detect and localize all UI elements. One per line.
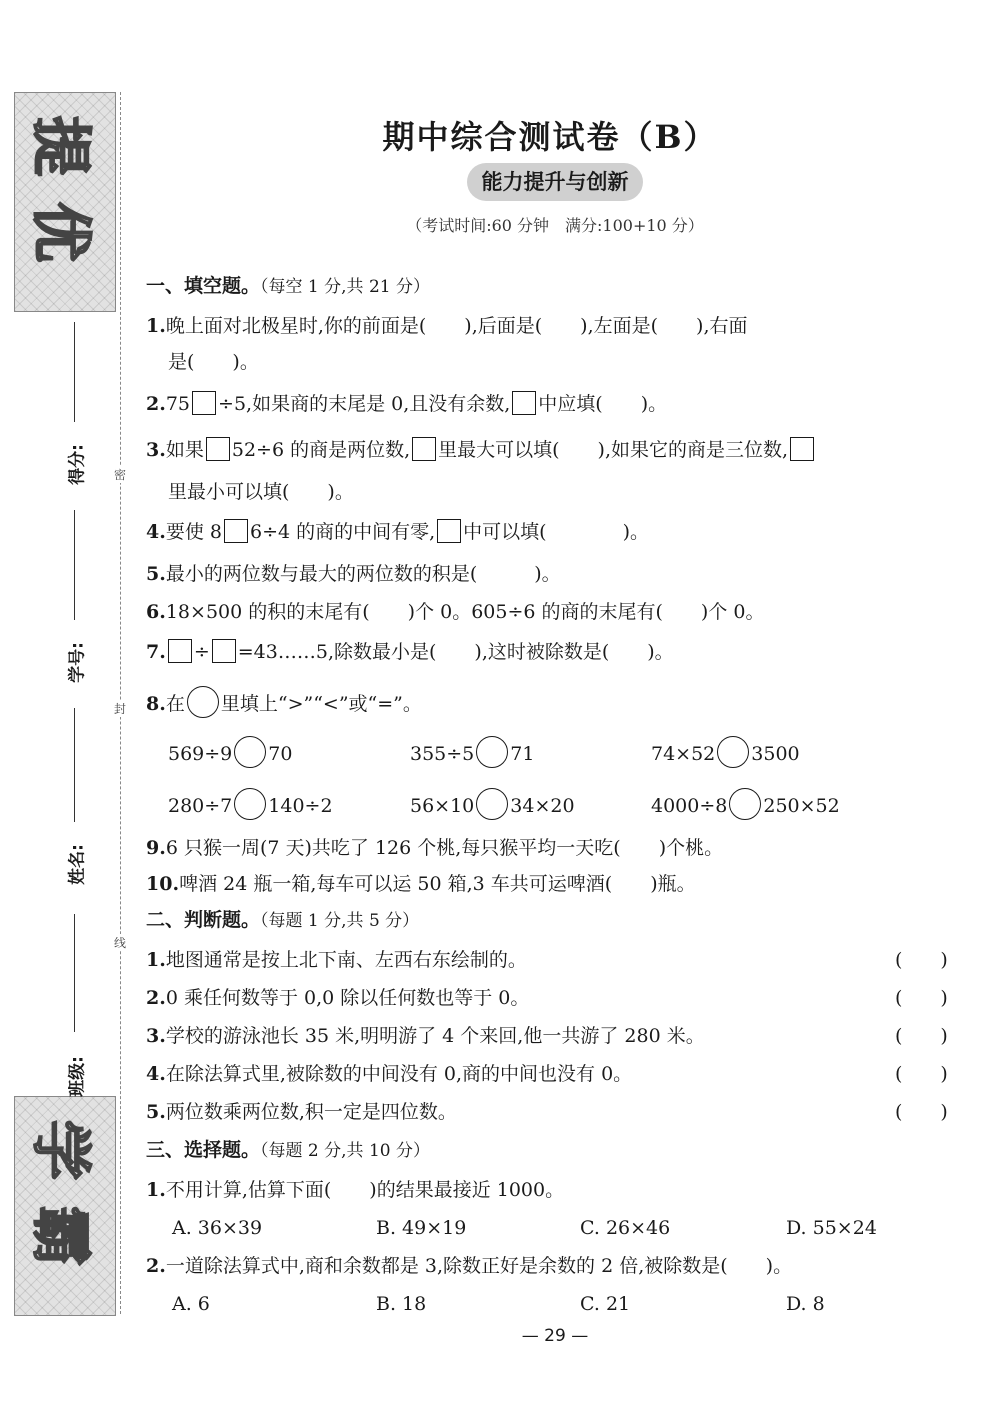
- compare-item-4: 280÷7 140÷2: [168, 788, 333, 820]
- q1-text-b: 是( )。: [168, 351, 259, 373]
- page-number: — 29 —: [521, 1326, 589, 1346]
- choice-q2-option-a[interactable]: A. 6: [172, 1293, 210, 1315]
- choice-q1-option-a[interactable]: A. 36×39: [172, 1217, 263, 1239]
- subtitle-text: 能力提升与创新: [467, 163, 643, 201]
- choice-q1: 1.不用计算,估算下面( )的结果最接近 1000。: [146, 1179, 565, 1201]
- judge-item-4: 4.在除法算式里,被除数的中间没有 0,商的中间也没有 0。: [146, 1063, 633, 1085]
- subtitle-badge: [467, 163, 643, 203]
- compare-item-2: 355÷5 71: [410, 736, 534, 768]
- q6: 6.18×500 的积的末尾有( )个 0。605÷6 的商的末尾有( )个 0。: [146, 601, 765, 623]
- judge-item-1: 1.地图通常是按上北下南、左西右东绘制的。: [146, 949, 527, 971]
- compare-circle[interactable]: [729, 788, 761, 820]
- compare-circle[interactable]: [234, 788, 266, 820]
- blank-box[interactable]: [790, 437, 814, 461]
- blank-box[interactable]: [168, 639, 192, 663]
- choice-q1-option-d[interactable]: D. 55×24: [786, 1217, 877, 1239]
- answer-paren[interactable]: ( ): [895, 1063, 948, 1085]
- q4: 4.要使 8 6÷4 的商的中间有零, 中可以填( )。: [146, 521, 649, 543]
- seal-mi: 密: [113, 468, 126, 482]
- q5: 5.最小的两位数与最大的两位数的积是( )。: [146, 563, 561, 585]
- compare-circle[interactable]: [476, 736, 508, 768]
- student-id-field[interactable]: [40, 626, 110, 696]
- name-field[interactable]: [40, 828, 110, 898]
- choice-q2: 2.一道除法算式中,商和余数都是 3,除数正好是余数的 2 倍,被除数是( )。: [146, 1255, 793, 1277]
- bottom-badge-text: 学霸: [25, 1120, 95, 1292]
- q7: 7. ÷ =43……5,除数最小是( ),这时被除数是( )。: [146, 641, 674, 663]
- answer-paren[interactable]: ( ): [895, 1101, 948, 1123]
- section3-heading: 三、选择题。（每题 2 分,共 10 分）: [146, 1139, 430, 1161]
- choice-q2-option-c[interactable]: C. 21: [580, 1293, 631, 1315]
- compare-item-3: 74×52 3500: [651, 736, 800, 768]
- compare-item-1: 569÷9 70: [168, 736, 292, 768]
- answer-paren[interactable]: ( ): [895, 987, 948, 1009]
- exam-info: （考试时间:60 分钟 满分:100+10 分）: [406, 216, 704, 235]
- page-title: 期中综合测试卷（B）: [382, 118, 718, 156]
- compare-circle[interactable]: [187, 686, 219, 718]
- seal-xian: 线: [113, 936, 126, 950]
- judge-item-3: 3.学校的游泳池长 35 米,明明游了 4 个来回,他一共游了 280 米。: [146, 1025, 705, 1047]
- q1-line2: [168, 348, 259, 376]
- judge-item-2: 2.0 乘任何数等于 0,0 除以任何数也等于 0。: [146, 987, 530, 1009]
- score-label: 得分:: [67, 444, 88, 485]
- q3-line1: 3.如果 52÷6 的商是两位数, 里最大可以填( ),如果它的商是三位数,: [146, 436, 816, 464]
- blank-box[interactable]: [206, 437, 230, 461]
- q2: 2.75 ÷5,如果商的末尾是 0,且没有余数, 中应填( )。: [146, 393, 668, 415]
- q10: 10.啤酒 24 瓶一箱,每车可以运 50 箱,3 车共可运啤酒( )瓶。: [146, 873, 696, 895]
- judge-item-5: 5.两位数乘两位数,积一定是四位数。: [146, 1101, 457, 1123]
- compare-item-6: 4000÷8 250×52: [651, 788, 840, 820]
- blank-box[interactable]: [512, 391, 536, 415]
- q3-line2: 里最小可以填( )。: [168, 481, 354, 503]
- bottom-badge: [14, 1096, 116, 1316]
- choice-q2-option-b[interactable]: B. 18: [376, 1293, 427, 1315]
- field-line-1: [74, 322, 75, 422]
- score-field[interactable]: [40, 428, 110, 498]
- blank-box[interactable]: [224, 519, 248, 543]
- q1-num: 1.: [146, 315, 166, 337]
- answer-paren[interactable]: ( ): [895, 949, 948, 971]
- blank-box[interactable]: [212, 639, 236, 663]
- field-line-3: [74, 708, 75, 822]
- answer-paren[interactable]: ( ): [895, 1025, 948, 1047]
- compare-circle[interactable]: [717, 736, 749, 768]
- class-label: 班级:: [67, 1056, 88, 1097]
- top-badge-text: 提优: [25, 116, 95, 288]
- field-line-2: [74, 510, 75, 620]
- q9: 9.6 只猴一周(7 天)共吃了 126 个桃,每只猴平均一天吃( )个桃。: [146, 837, 724, 859]
- section2-heading: 二、判断题。（每题 1 分,共 5 分）: [146, 909, 420, 931]
- seal-feng: 封: [113, 702, 126, 716]
- blank-box[interactable]: [437, 519, 461, 543]
- student-id-label: 学号:: [67, 642, 88, 683]
- name-label: 姓名:: [67, 844, 88, 885]
- q1-line1: [146, 312, 747, 340]
- choice-q1-option-b[interactable]: B. 49×19: [376, 1217, 467, 1239]
- compare-circle[interactable]: [476, 788, 508, 820]
- blank-box[interactable]: [192, 391, 216, 415]
- field-line-4: [74, 914, 75, 1032]
- compare-circle[interactable]: [234, 736, 266, 768]
- choice-q2-option-d[interactable]: D. 8: [786, 1293, 825, 1315]
- choice-q1-option-c[interactable]: C. 26×46: [580, 1217, 671, 1239]
- compare-item-5: 56×10 34×20: [410, 788, 575, 820]
- class-field[interactable]: [40, 1040, 110, 1110]
- blank-box[interactable]: [412, 437, 436, 461]
- q8: 8.在 里填上“>”“<”或“=”。: [146, 686, 422, 718]
- q1-text-a: 晚上面对北极星时,你的前面是( ),后面是( ),左面是( ),右面: [165, 315, 748, 337]
- section1-heading: 一、填空题。（每空 1 分,共 21 分）: [146, 275, 430, 297]
